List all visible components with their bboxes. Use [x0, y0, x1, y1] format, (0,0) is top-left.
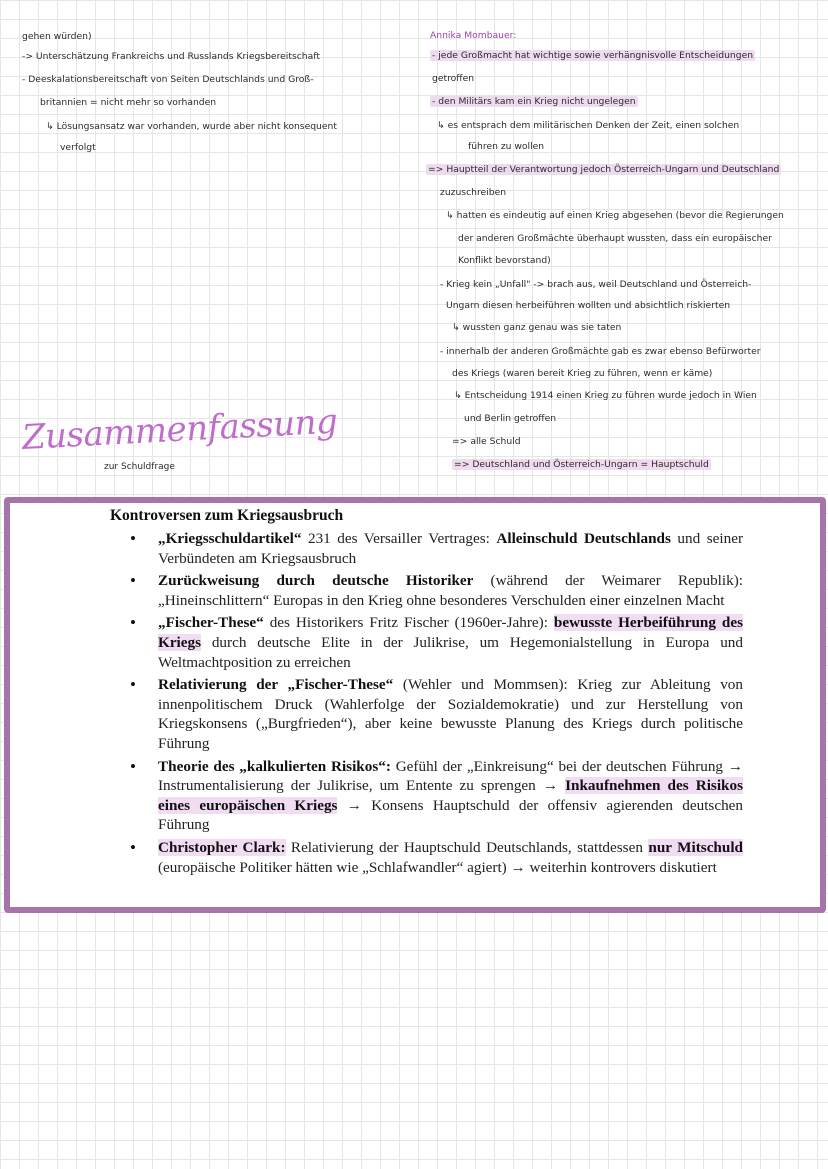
item-text: und seiner Verbündeten am Kriegsausbruch [158, 530, 744, 567]
list-item [126, 529, 743, 568]
note-left-line-5: ↳ Lösungsansatz war vorhanden, wurde aber nicht konsequent [46, 121, 337, 132]
note-right-line-6 [426, 165, 781, 176]
note-right-line-14: - innerhalb der anderen Großmächte gab es zwar ebenso Befürworter [440, 346, 761, 357]
item-bold: nur Mitschuld [648, 838, 743, 856]
note-left-line-1: gehen würden) [22, 31, 92, 42]
summary-heading: Zusammenfassung [20, 401, 339, 458]
note-right-header: Annika Mombauer: [430, 30, 517, 41]
box-list [126, 529, 743, 880]
item-text: 231 des Versailler Vertrages: [301, 530, 497, 547]
list-item [126, 571, 743, 610]
item-text: → Konsens Hauptschuld der offensiv agierenden deutschen Führung [158, 796, 744, 834]
note-right-line-11: - Krieg kein „Unfall" -> brach aus, weil Deutschland und Österreich- [440, 279, 752, 290]
item-text: (Wehler und Mommsen): Krieg zur Ableitung von innenpolitischem Druck (Wahlerfolge der Sozialdemokratie) und zur Herstellung von Kriegskonsens („Burgfrieden“), aber keine bewusste Planung des Kriegs durch politische Führung [158, 676, 743, 752]
item-bold: Inkaufnehmen des Risikos eines europäischen Kriegs [158, 777, 744, 814]
note-left-line-6: verfolgt [60, 142, 96, 153]
summary-box [4, 497, 826, 913]
list-item [126, 838, 743, 877]
box-title: Kontroversen zum Kriegsausbruch [110, 507, 344, 524]
note-right-line-2: getroffen [432, 73, 475, 84]
item-bold: Relativierung der „Fischer-These“ [158, 676, 394, 694]
note-right-line-3-text: - den Militärs kam ein Krieg nicht ungelegen [432, 96, 636, 107]
item-text: Gefühl der „Einkreisung“ bei der deutschen Führung → Instrumentalisierung der Julikrise, um Entente zu sprengen → [158, 757, 744, 795]
note-right-line-6-text: => Hauptteil der Verantwortung jedoch Österreich-Ungarn und Deutschland [428, 164, 780, 175]
note-right-line-1 [430, 51, 755, 62]
item-bold: Zurückweisung durch deutsche Historiker [158, 572, 474, 590]
note-right-line-15: des Kriegs (waren bereit Krieg zu führen, wenn er käme) [452, 368, 713, 379]
item-bold: Theorie des „kalkulierten Risikos“: [158, 757, 391, 775]
list-item [126, 757, 743, 835]
item-text: des Historikers Fritz Fischer (1960er-Jahre): [263, 614, 554, 632]
item-text: Relativierung der Hauptschuld Deutschlands, stattdessen [285, 838, 649, 856]
item-bold: Alleinschuld Deutschlands [496, 530, 671, 547]
list-item [126, 675, 743, 753]
item-text: (europäische Politiker hätten wie „Schlafwandler“ agiert) → weiterhin kontrovers diskutiert [158, 858, 717, 876]
note-left-line-4: britannien = nicht mehr so vorhanden [40, 97, 217, 108]
note-right-line-19-text: => Deutschland und Österreich-Ungarn = Hauptschuld [454, 459, 709, 470]
note-right-line-8: ↳ hatten es eindeutig auf einen Krieg abgesehen (bevor die Regierungen [446, 210, 784, 221]
note-left-line-2: -> Unterschätzung Frankreichs und Russlands Kriegsbereitschaft [22, 51, 320, 62]
summary-subheading: zur Schuldfrage [104, 462, 175, 472]
note-right-line-17: und Berlin getroffen [464, 413, 557, 424]
note-right-line-9: der anderen Großmächte überhaupt wussten, dass ein europäischer [458, 233, 772, 244]
list-item [126, 613, 743, 672]
item-text: durch deutsche Elite in der Julikrise, um Hegemonialstellung in Europa und Weltmachtposition zu erreichen [158, 633, 743, 671]
note-right-line-19 [452, 460, 711, 471]
note-right-line-3 [430, 97, 638, 108]
note-right-line-18: => alle Schuld [452, 436, 521, 447]
note-right-line-4: ↳ es entsprach dem militärischen Denken der Zeit, einen solchen [437, 120, 740, 131]
note-right-line-1-text: - jede Großmacht hat wichtige sowie verhängnisvolle Entscheidungen [432, 50, 754, 61]
item-bold: „Kriegsschuldartikel“ [158, 530, 302, 547]
note-right-line-12: Ungarn diesen herbeiführen wollten und absichtlich riskierten [446, 300, 731, 311]
note-left-line-3: - Deeskalationsbereitschaft von Seiten Deutschlands und Groß- [22, 74, 314, 85]
note-right-line-13: ↳ wussten ganz genau was sie taten [452, 322, 622, 333]
item-bold: bewusste Herbeiführung des Kriegs [158, 614, 743, 651]
item-bold: Christopher Clark: [158, 838, 286, 856]
item-text: (während der Weimarer Republik): „Hineinschlittern“ Europas in den Krieg ohne besonderes Verschulden einer einzelnen Macht [158, 572, 743, 609]
note-right-line-5: führen zu wollen [468, 141, 545, 152]
note-right-line-10: Konflikt bevorstand) [458, 255, 551, 266]
note-right-line-16: ↳ Entscheidung 1914 einen Krieg zu führen wurde jedoch in Wien [454, 390, 757, 401]
note-right-line-7: zuzuschreiben [440, 187, 507, 198]
item-bold: „Fischer-These“ [158, 614, 264, 632]
